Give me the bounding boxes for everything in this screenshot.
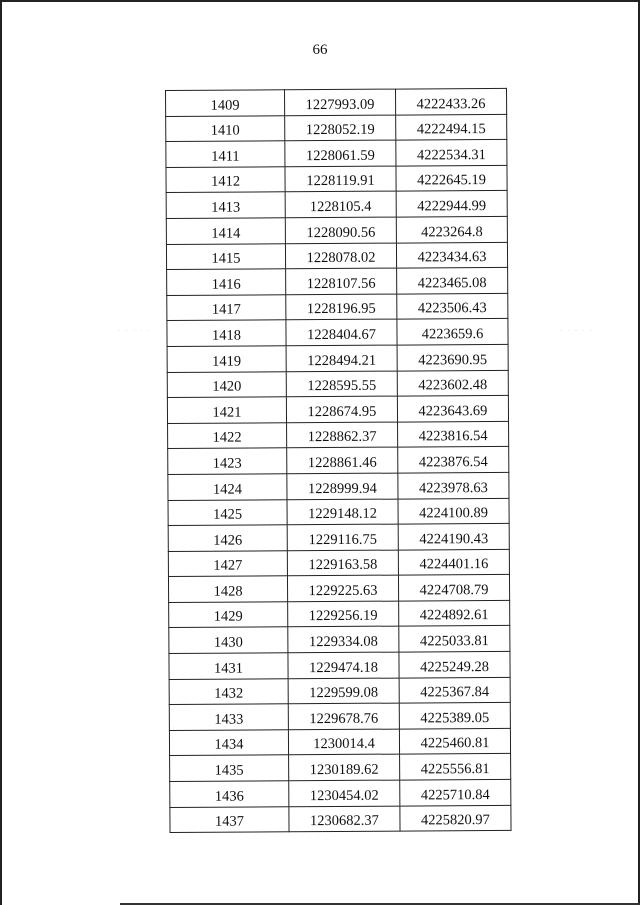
table-row — [169, 626, 510, 654]
x-coordinate-cell: 1229148.12 — [287, 499, 398, 525]
y-coordinate-cell: 4222645.19 — [396, 165, 507, 191]
point-id-cell: 1409 — [166, 90, 285, 116]
x-coordinate-cell: 1228862.37 — [287, 422, 398, 448]
table-row — [168, 575, 509, 603]
point-id-cell: 1416 — [167, 269, 286, 295]
table-row — [169, 677, 510, 705]
point-id-cell: 1412 — [166, 167, 285, 193]
y-coordinate-cell: 4225389.05 — [399, 703, 510, 729]
y-coordinate-cell: 4223876.54 — [398, 447, 509, 473]
coordinates-table-wrapper — [165, 88, 512, 833]
y-coordinate-cell: 4225556.81 — [400, 754, 511, 780]
table-row — [169, 703, 510, 731]
table-row — [167, 293, 508, 321]
y-coordinate-cell: 4223264.8 — [396, 216, 507, 242]
table-row — [167, 396, 508, 424]
x-coordinate-cell: 1228494.21 — [286, 345, 397, 371]
table-row — [168, 549, 509, 577]
scan-artifact: · · · · · — [560, 328, 594, 334]
y-coordinate-cell: 4223434.63 — [396, 242, 507, 268]
page-border-top — [0, 0, 640, 2]
point-id-cell: 1419 — [167, 346, 286, 372]
point-id-cell: 1425 — [168, 499, 287, 525]
x-coordinate-cell: 1230454.02 — [289, 780, 400, 806]
point-id-cell: 1435 — [170, 755, 289, 781]
y-coordinate-cell: 4225249.28 — [399, 651, 510, 677]
scan-artifact: · · · · · — [118, 328, 152, 334]
table-row — [168, 523, 509, 551]
x-coordinate-cell: 1228999.94 — [287, 473, 398, 499]
y-coordinate-cell: 4223659.6 — [397, 319, 508, 345]
x-coordinate-cell: 1228196.95 — [286, 294, 397, 320]
table-row — [170, 754, 511, 782]
x-coordinate-cell: 1228861.46 — [287, 447, 398, 473]
x-coordinate-cell: 1228119.91 — [285, 166, 396, 192]
point-id-cell: 1418 — [167, 320, 286, 346]
point-id-cell: 1415 — [166, 243, 285, 269]
y-coordinate-cell: 4225033.81 — [399, 626, 510, 652]
table-row — [170, 779, 511, 807]
x-coordinate-cell: 1228090.56 — [285, 217, 396, 243]
table-row — [167, 319, 508, 347]
point-id-cell: 1433 — [169, 704, 288, 730]
y-coordinate-cell: 4225460.81 — [399, 728, 510, 754]
point-id-cell: 1436 — [170, 781, 289, 807]
point-id-cell: 1417 — [167, 295, 286, 321]
table-row — [169, 651, 510, 679]
y-coordinate-cell: 4223978.63 — [398, 472, 509, 498]
y-coordinate-cell: 4223643.69 — [397, 396, 508, 422]
x-coordinate-cell: 1229256.19 — [288, 601, 399, 627]
x-coordinate-cell: 1228107.56 — [286, 268, 397, 294]
y-coordinate-cell: 4225367.84 — [399, 677, 510, 703]
y-coordinate-cell: 4222433.26 — [395, 88, 506, 114]
table-row — [168, 421, 509, 449]
table-row — [169, 600, 510, 628]
y-coordinate-cell: 4222494.15 — [396, 114, 507, 140]
point-id-cell: 1421 — [167, 397, 286, 423]
page-number: 66 — [312, 42, 328, 58]
x-coordinate-cell: 1229678.76 — [288, 703, 399, 729]
table-row — [168, 472, 509, 500]
table-row — [166, 191, 507, 219]
y-coordinate-cell: 4224892.61 — [399, 600, 510, 626]
x-coordinate-cell: 1228105.4 — [285, 191, 396, 217]
table-row — [169, 728, 510, 756]
y-coordinate-cell: 4223465.08 — [397, 268, 508, 294]
point-id-cell: 1437 — [170, 806, 289, 832]
table-row — [166, 88, 507, 116]
coordinates-table-body — [166, 88, 512, 832]
x-coordinate-cell: 1229474.18 — [288, 652, 399, 678]
x-coordinate-cell: 1229334.08 — [288, 627, 399, 653]
table-row — [167, 268, 508, 296]
table-row — [166, 216, 507, 244]
x-coordinate-cell: 1228061.59 — [285, 140, 396, 166]
x-coordinate-cell: 1229599.08 — [288, 678, 399, 704]
point-id-cell: 1410 — [166, 115, 285, 141]
y-coordinate-cell: 4223602.48 — [397, 370, 508, 396]
y-coordinate-cell: 4225820.97 — [400, 805, 511, 831]
point-id-cell: 1422 — [168, 422, 287, 448]
point-id-cell: 1420 — [167, 371, 286, 397]
y-coordinate-cell: 4222534.31 — [396, 140, 507, 166]
y-coordinate-cell: 4224401.16 — [398, 549, 509, 575]
point-id-cell: 1428 — [168, 576, 287, 602]
y-coordinate-cell: 4224190.43 — [398, 523, 509, 549]
page-border-left — [0, 0, 2, 905]
x-coordinate-cell: 1230014.4 — [288, 729, 399, 755]
point-id-cell: 1431 — [169, 653, 288, 679]
x-coordinate-cell: 1228078.02 — [285, 243, 396, 269]
table-row — [166, 165, 507, 193]
x-coordinate-cell: 1228595.55 — [286, 371, 397, 397]
point-id-cell: 1423 — [168, 448, 287, 474]
y-coordinate-cell: 4222944.99 — [396, 191, 507, 217]
point-id-cell: 1414 — [166, 218, 285, 244]
table-row — [167, 344, 508, 372]
table-row — [170, 805, 511, 833]
coordinates-table — [165, 88, 512, 833]
y-coordinate-cell: 4224100.89 — [398, 498, 509, 524]
x-coordinate-cell: 1228674.95 — [286, 396, 397, 422]
y-coordinate-cell: 4225710.84 — [400, 779, 511, 805]
x-coordinate-cell: 1229225.63 — [287, 575, 398, 601]
table-row — [167, 370, 508, 398]
table-row — [166, 114, 507, 142]
y-coordinate-cell: 4224708.79 — [398, 575, 509, 601]
y-coordinate-cell: 4223690.95 — [397, 344, 508, 370]
point-id-cell: 1427 — [168, 550, 287, 576]
point-id-cell: 1413 — [166, 192, 285, 218]
x-coordinate-cell: 1229163.58 — [287, 550, 398, 576]
x-coordinate-cell: 1228052.19 — [285, 115, 396, 141]
point-id-cell: 1430 — [169, 627, 288, 653]
table-row — [166, 140, 507, 168]
x-coordinate-cell: 1230189.62 — [289, 755, 400, 781]
table-row — [166, 242, 507, 270]
x-coordinate-cell: 1230682.37 — [289, 806, 400, 832]
x-coordinate-cell: 1227993.09 — [285, 89, 396, 115]
x-coordinate-cell: 1228404.67 — [286, 319, 397, 345]
point-id-cell: 1426 — [168, 525, 287, 551]
table-row — [168, 447, 509, 475]
point-id-cell: 1432 — [169, 678, 288, 704]
x-coordinate-cell: 1229116.75 — [287, 524, 398, 550]
point-id-cell: 1411 — [166, 141, 285, 167]
point-id-cell: 1429 — [169, 602, 288, 628]
point-id-cell: 1424 — [168, 474, 287, 500]
point-id-cell: 1434 — [169, 730, 288, 756]
y-coordinate-cell: 4223816.54 — [398, 421, 509, 447]
table-row — [168, 498, 509, 526]
y-coordinate-cell: 4223506.43 — [397, 293, 508, 319]
